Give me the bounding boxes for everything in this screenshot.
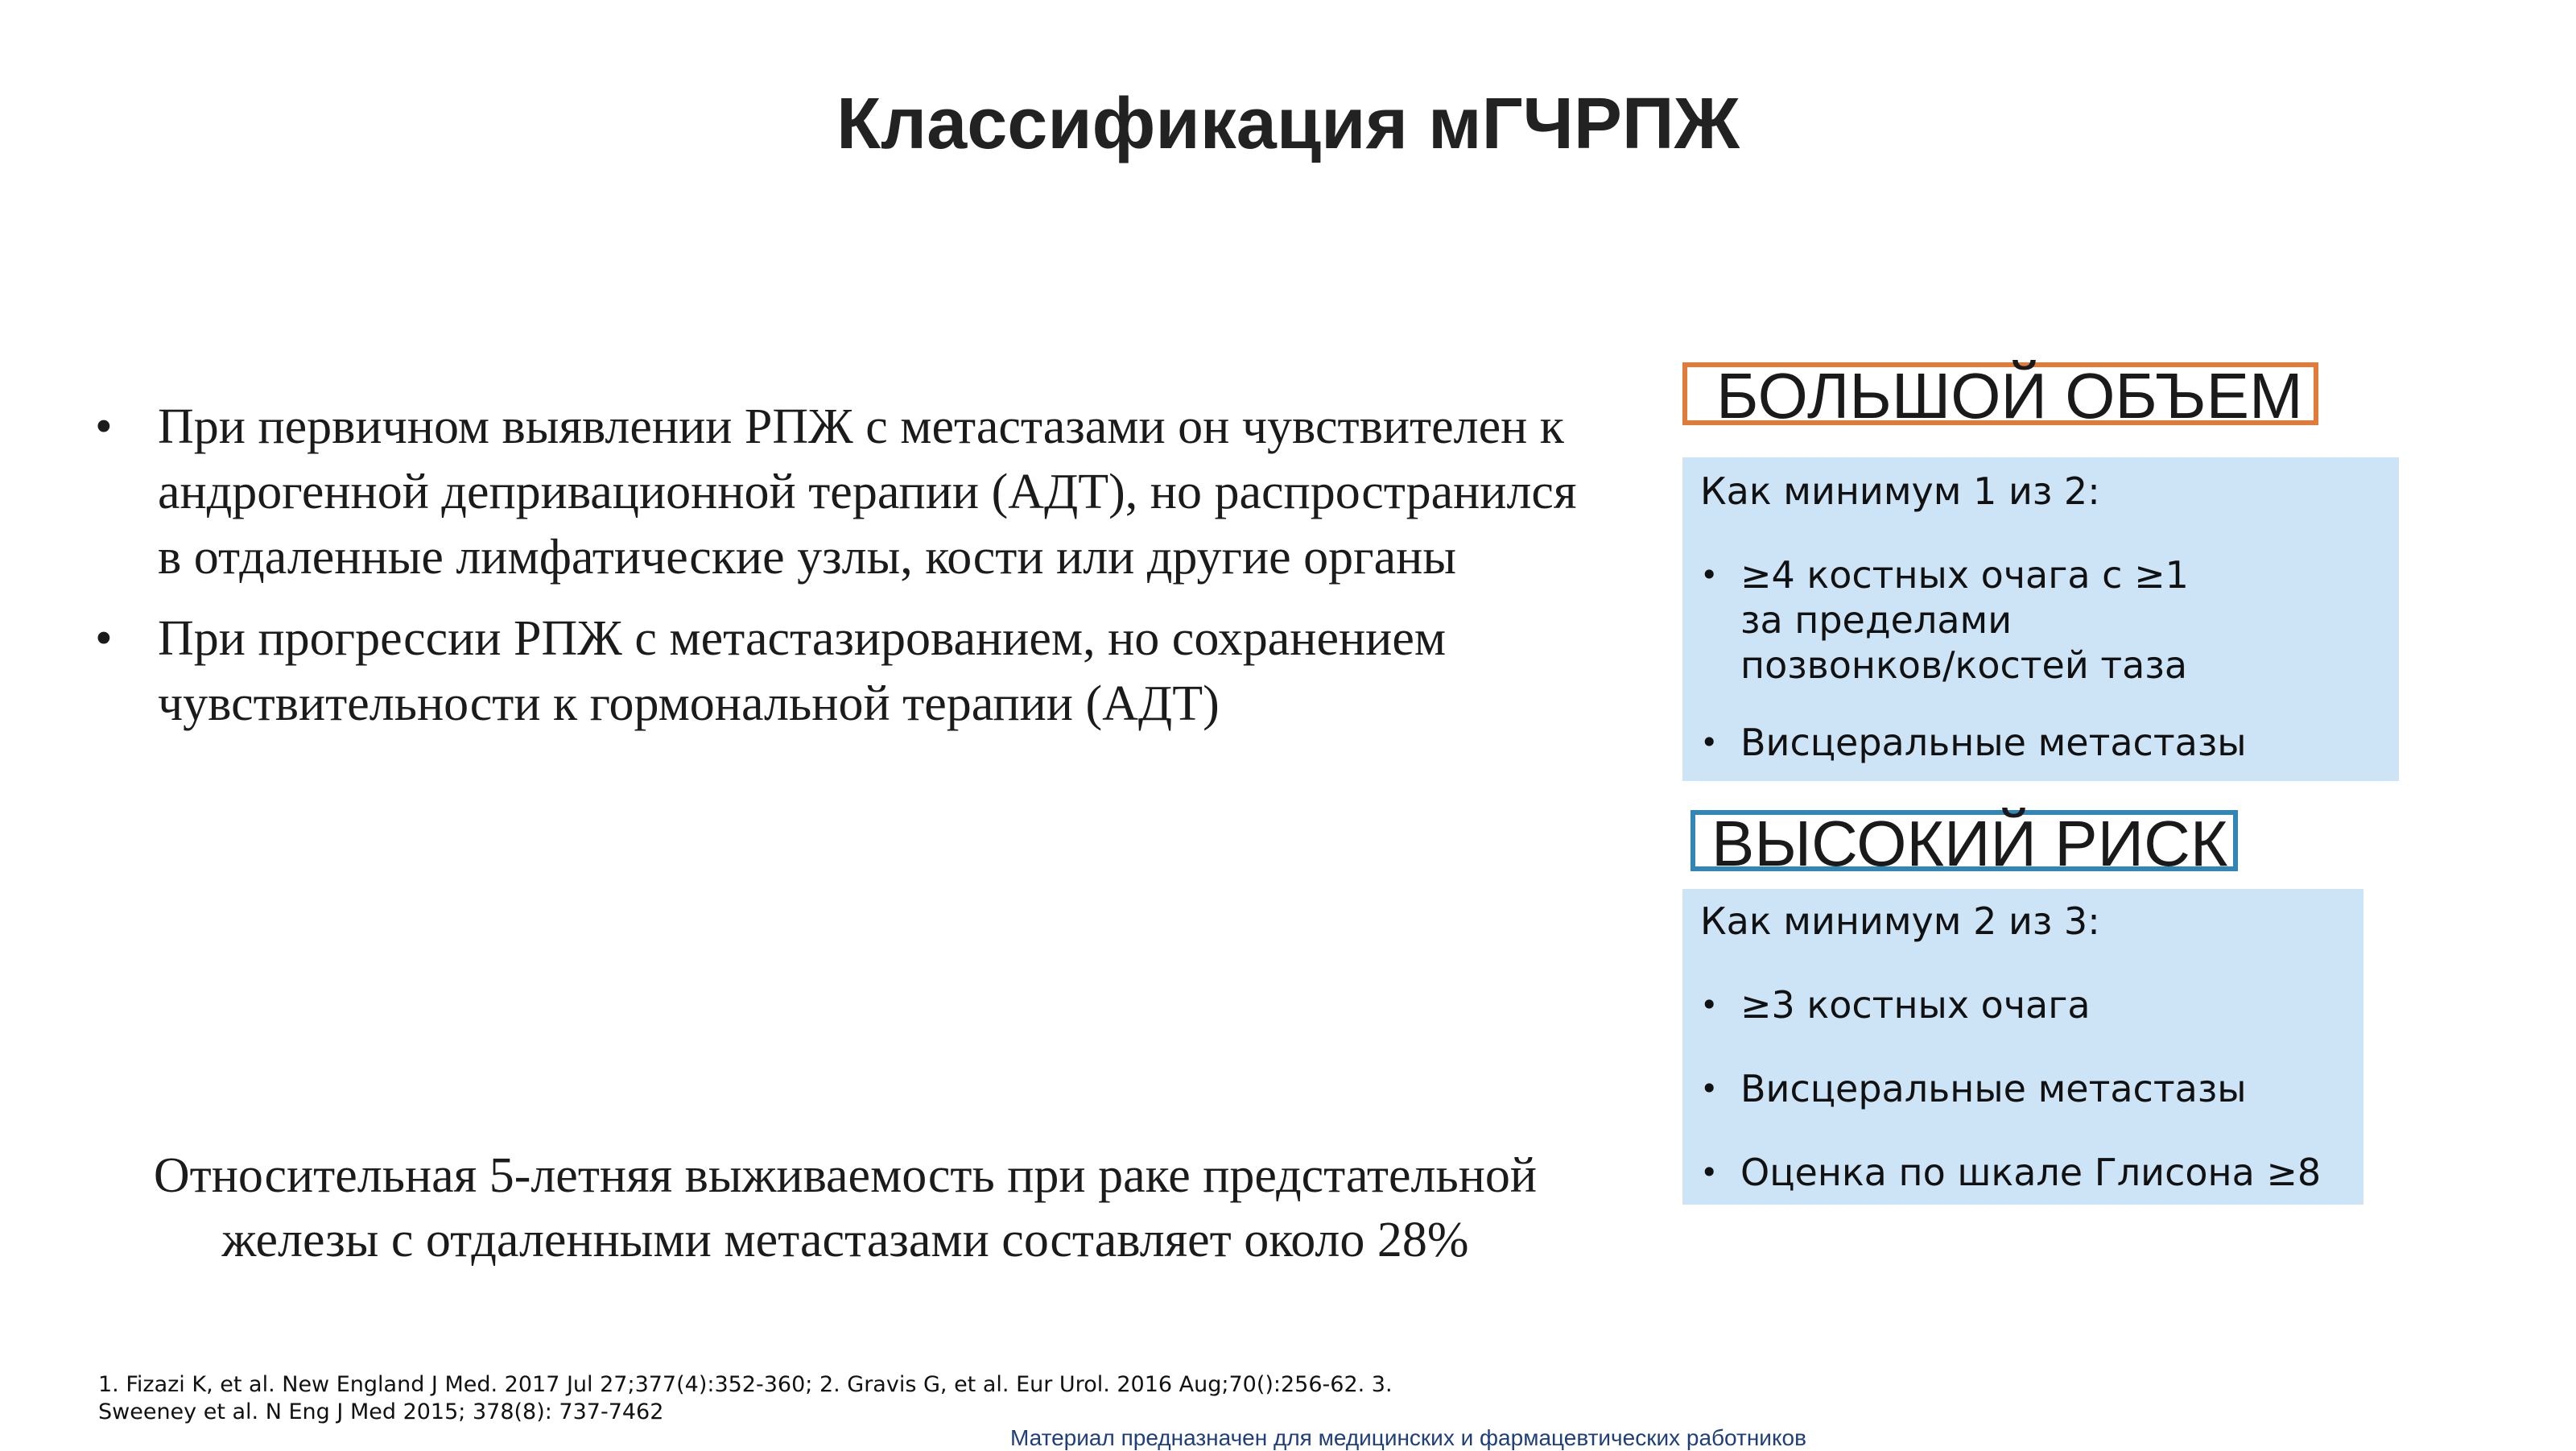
criteria-item-text: ≥4 костных очага с ≥1 за пределами позвонков/костей таза: [1740, 553, 2189, 687]
criteria-item: [1700, 552, 2399, 688]
criteria-item-text: ≥3 костных очага: [1740, 983, 2091, 1027]
bullet-dot-icon: •: [1700, 987, 1719, 1023]
survival-note: Относительная 5-летняя выживаемость при раке предстательной железы с отдаленными метастазами составляет около 28%: [153, 1148, 1538, 1267]
bullet-dot-icon: •: [1700, 557, 1719, 593]
bullet-dot-icon: •: [1700, 1155, 1719, 1190]
high-volume-criteria: [1682, 457, 2399, 781]
high-risk-header: [1690, 808, 2238, 879]
bullet-dot-icon: •: [1700, 725, 1719, 760]
definition-bullet-text: При первичном выявлении РПЖ с метастазами он чувствителен к андрогенной депривационной терапии (АДТ), но распространился в отдаленные лимфатические узлы, кости или другие органы: [158, 399, 1577, 585]
criteria-item: [1700, 720, 2399, 765]
high-volume-header: [1682, 360, 2318, 432]
footer-disclaimer: Материал предназначен для медицинских и фармацевтических работников: [1010, 1425, 1806, 1450]
definition-bullet: [90, 395, 1604, 590]
bullet-dot-icon: •: [95, 399, 113, 454]
high-risk-criteria: [1682, 889, 2363, 1205]
bullet-dot-icon: •: [95, 611, 113, 666]
bullet-dot-icon: •: [1700, 1071, 1719, 1106]
references: 1. Fizazi K, et al. New England J Med. 2017 Jul 27;377(4):352-360; 2. Gravis G, et al. Eur Urol. 2016 Aug;70():256-62. 3. Sweeney et al. N Eng J Med 2015; 378(8): 737-7462: [98, 1372, 1393, 1424]
high-risk-header-text: ВЫСОКИЙ РИСК: [1711, 808, 2228, 879]
criteria-item: [1700, 1150, 2363, 1195]
criteria-item-text: Висцеральные метастазы: [1740, 1067, 2247, 1110]
definition-bullets: [90, 395, 1604, 753]
slide-title: Классификация мГЧРПЖ: [836, 84, 1740, 164]
high-risk-intro: Как минимум 2 из 3:: [1700, 899, 2100, 943]
definition-bullet-text: При прогрессии РПЖ с метастазированием, но сохранением чувствительности к гормональной терапии (АДТ): [158, 611, 1447, 731]
high-risk-criteria-list: [1700, 982, 2363, 1195]
definition-bullet: [90, 606, 1604, 737]
criteria-item-text: Висцеральные метастазы: [1740, 721, 2247, 764]
criteria-item: [1700, 982, 2363, 1027]
high-volume-header-text: БОЛЬШОЙ ОБЪЕМ: [1716, 360, 2303, 432]
high-volume-criteria-list: [1700, 552, 2399, 765]
high-volume-intro: Как минимум 1 из 2:: [1700, 469, 2100, 513]
criteria-item-text: Оценка по шкале Глисона ≥8: [1740, 1151, 2322, 1194]
criteria-item: [1700, 1066, 2363, 1111]
